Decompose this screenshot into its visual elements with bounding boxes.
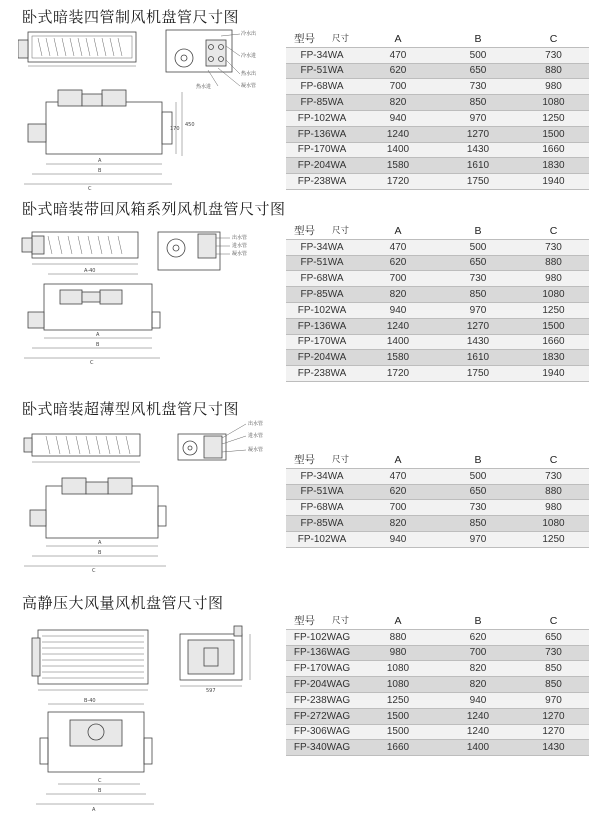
model-cell: FP-340WAG <box>293 742 351 754</box>
header-model: 型号 <box>294 453 315 466</box>
dimension-cell: 1750 <box>466 176 490 188</box>
dimension-cell: 1430 <box>466 336 490 348</box>
dim-label: 450 <box>185 122 195 128</box>
high-static-drawing <box>18 620 280 816</box>
model-cell: FP-51WA <box>300 65 344 77</box>
header-size: 尺寸 <box>332 615 350 625</box>
table-body <box>286 47 589 189</box>
dimension-cell: 1430 <box>466 144 490 156</box>
table-row <box>286 158 589 174</box>
model-cell: FP-51WA <box>300 257 344 269</box>
dimension-cell: 1250 <box>542 533 565 545</box>
dimension-cell: 1270 <box>542 710 565 722</box>
pipe-label: 凝水管 <box>232 251 248 257</box>
dim-label: B-40 <box>84 698 96 704</box>
table-row <box>286 677 589 693</box>
dimension-cell: 730 <box>469 81 487 93</box>
model-cell: FP-170WAG <box>293 663 351 675</box>
dim-label: B <box>98 168 102 174</box>
table-row <box>286 500 589 516</box>
model-cell: FP-85WA <box>300 289 344 301</box>
table-body <box>286 239 589 381</box>
dimension-cell: 1720 <box>386 176 410 188</box>
header-col-a: A <box>394 33 402 46</box>
pipe-label: 进水管 <box>248 433 264 439</box>
model-cell: FP-238WA <box>297 368 347 380</box>
table-header-row <box>286 453 589 468</box>
model-cell: FP-204WA <box>297 160 347 172</box>
pipe-label: 热水出 <box>241 71 257 77</box>
header-size: 尺寸 <box>332 454 350 464</box>
dimension-cell: 940 <box>389 112 407 124</box>
dimension-cell: 1500 <box>386 726 410 738</box>
model-cell: FP-204WA <box>297 352 347 364</box>
dimension-cell: 650 <box>469 65 487 77</box>
dimension-cell: 970 <box>469 533 487 545</box>
header-model: 型号 <box>294 32 315 45</box>
dim-label: A-40 <box>84 268 96 274</box>
dimension-cell: 1080 <box>542 97 565 109</box>
dimension-cell: 1580 <box>386 160 410 172</box>
model-cell: FP-136WA <box>297 128 347 140</box>
model-cell: FP-34WA <box>300 49 344 61</box>
table-row <box>286 255 589 271</box>
dimension-cell: 1080 <box>386 679 410 691</box>
dim-label: C <box>98 778 102 784</box>
dimension-cell: 970 <box>469 304 487 316</box>
dim-label: C <box>88 186 92 192</box>
dimension-cell: 730 <box>545 49 562 61</box>
dimension-table <box>286 453 589 548</box>
dimension-cell: 620 <box>389 65 407 77</box>
dimension-cell: 1500 <box>542 128 565 140</box>
dimension-table <box>286 614 589 756</box>
dimension-cell: 500 <box>469 241 487 253</box>
dimension-cell: 1240 <box>386 320 410 332</box>
table-row <box>286 366 589 382</box>
table-row <box>286 516 589 532</box>
dimension-cell: 1270 <box>466 128 490 140</box>
dimension-cell: 620 <box>389 486 407 498</box>
table-row <box>286 708 589 724</box>
dimension-cell: 1940 <box>542 176 565 188</box>
header-model-size <box>286 453 358 468</box>
dimension-cell: 1830 <box>542 160 565 172</box>
dimension-cell: 980 <box>545 81 562 93</box>
dimension-cell: 730 <box>545 470 562 482</box>
dimension-cell: 850 <box>469 97 487 109</box>
dimension-cell: 700 <box>389 81 407 93</box>
model-cell: FP-34WA <box>300 241 344 253</box>
dimension-cell: 1580 <box>386 352 410 364</box>
dimension-cell: 1660 <box>386 742 410 754</box>
dimension-cell: 1080 <box>386 663 410 675</box>
dimension-cell: 820 <box>469 663 487 675</box>
header-col-b: B <box>474 33 482 46</box>
dimension-cell: 650 <box>545 631 562 643</box>
dimension-cell: 1400 <box>386 144 410 156</box>
table-row <box>286 95 589 111</box>
model-cell: FP-204WAG <box>293 679 351 691</box>
dim-label: B <box>96 342 100 348</box>
return-box-drawing <box>18 226 280 376</box>
dimension-cell: 1500 <box>386 710 410 722</box>
ultra-thin-drawing <box>18 420 280 580</box>
dim-label: A <box>92 807 96 813</box>
dimension-cell: 730 <box>545 241 562 253</box>
dimension-cell: 730 <box>469 273 487 285</box>
dim-label: A <box>98 158 102 164</box>
dimension-cell: 850 <box>545 663 562 675</box>
dimension-cell: 980 <box>545 273 562 285</box>
dimension-cell: 1720 <box>386 368 410 380</box>
dimension-cell: 980 <box>389 647 407 659</box>
dimension-cell: 470 <box>389 49 407 61</box>
dimension-cell: 700 <box>389 273 407 285</box>
header-col-c: C <box>549 615 558 628</box>
dim-label: B <box>98 788 102 794</box>
dimension-cell: 650 <box>469 257 487 269</box>
dimension-cell: 850 <box>545 679 562 691</box>
table-row <box>286 271 589 287</box>
dimension-cell: 730 <box>469 502 487 514</box>
dimension-cell: 1400 <box>466 742 490 754</box>
pipe-label: 冷水出 <box>241 31 257 37</box>
header-col-b: B <box>474 615 482 628</box>
dimension-cell: 500 <box>469 49 487 61</box>
table-row <box>286 661 589 677</box>
dimension-cell: 620 <box>469 631 487 643</box>
section-title: 卧式暗装四管制风机盘管尺寸图 <box>22 8 240 26</box>
dim-label: A <box>98 540 102 546</box>
table-header-row <box>286 614 589 629</box>
header-col-c: C <box>549 454 558 467</box>
dimension-cell: 1240 <box>386 128 410 140</box>
table-row <box>286 318 589 334</box>
pipe-label: 冷水进 <box>241 53 257 59</box>
dimension-cell: 700 <box>389 502 407 514</box>
model-cell: FP-102WA <box>297 304 347 316</box>
header-model: 型号 <box>294 224 315 237</box>
table-row <box>286 142 589 158</box>
dimension-cell: 820 <box>389 97 407 109</box>
dimension-cell: 820 <box>469 679 487 691</box>
model-cell: FP-136WAG <box>293 647 351 659</box>
table-body <box>286 629 589 755</box>
dimension-cell: 850 <box>469 289 487 301</box>
dimension-cell: 1240 <box>466 710 490 722</box>
pipe-label: 出水管 <box>232 235 248 241</box>
model-cell: FP-85WA <box>300 97 344 109</box>
header-col-a: A <box>394 225 402 238</box>
table-row <box>286 334 589 350</box>
dimension-cell: 1660 <box>542 144 565 156</box>
model-cell: FP-34WA <box>300 470 344 482</box>
model-cell: FP-238WA <box>297 176 347 188</box>
dim-label: B <box>98 550 102 556</box>
table-body <box>286 468 589 547</box>
dimension-cell: 820 <box>389 289 407 301</box>
dimension-cell: 1660 <box>542 336 565 348</box>
table-row <box>286 629 589 645</box>
model-cell: FP-68WA <box>300 273 344 285</box>
table-row <box>286 174 589 190</box>
table-row <box>286 63 589 79</box>
dimension-cell: 620 <box>389 257 407 269</box>
header-model: 型号 <box>294 614 315 627</box>
table-row <box>286 47 589 63</box>
pipe-label: 凝水管 <box>248 447 264 453</box>
dimension-cell: 1610 <box>466 352 490 364</box>
dimension-cell: 820 <box>389 518 407 530</box>
table-header-row <box>286 224 589 239</box>
dimension-cell: 880 <box>545 486 562 498</box>
table-row <box>286 645 589 661</box>
model-cell: FP-68WA <box>300 81 344 93</box>
table-header-row <box>286 32 589 47</box>
dimension-cell: 880 <box>389 631 407 643</box>
pipe-label: 进水管 <box>232 243 248 249</box>
table-row <box>286 484 589 500</box>
dim-label: 170 <box>170 126 180 132</box>
dim-label: A <box>96 332 100 338</box>
header-model-size <box>286 32 358 47</box>
dimension-cell: 470 <box>389 241 407 253</box>
dimension-cell: 650 <box>469 486 487 498</box>
dimension-cell: 980 <box>545 502 562 514</box>
header-col-c: C <box>549 225 558 238</box>
dimension-cell: 1400 <box>386 336 410 348</box>
header-model-size <box>286 224 358 239</box>
header-model-size <box>286 614 358 629</box>
model-cell: FP-170WA <box>297 336 347 348</box>
dimension-cell: 700 <box>469 647 487 659</box>
model-cell: FP-68WA <box>300 502 344 514</box>
header-col-b: B <box>474 225 482 238</box>
header-col-a: A <box>394 454 402 467</box>
dim-label: C <box>90 360 94 366</box>
table-row <box>286 692 589 708</box>
header-col-a: A <box>394 615 402 628</box>
header-size: 尺寸 <box>332 225 350 235</box>
dim-label: 597 <box>206 688 216 694</box>
dimension-cell: 1240 <box>466 726 490 738</box>
dimension-cell: 1270 <box>466 320 490 332</box>
section-title: 卧式暗装带回风箱系列风机盘管尺寸图 <box>22 200 286 218</box>
header-size: 尺寸 <box>332 33 350 43</box>
table-row <box>286 239 589 255</box>
dimension-cell: 1250 <box>542 304 565 316</box>
section-title: 高静压大风量风机盘管尺寸图 <box>22 594 224 612</box>
dimension-cell: 940 <box>389 533 407 545</box>
model-cell: FP-170WA <box>297 144 347 156</box>
pipe-label: 出水管 <box>248 421 264 427</box>
dimension-cell: 940 <box>389 304 407 316</box>
dimension-cell: 940 <box>469 694 487 706</box>
model-cell: FP-51WA <box>300 486 344 498</box>
four-pipe-drawing <box>18 26 280 194</box>
dimension-cell: 730 <box>545 647 562 659</box>
dimension-cell: 1750 <box>466 368 490 380</box>
table-row <box>286 724 589 740</box>
dimension-cell: 1830 <box>542 352 565 364</box>
pipe-label: 热水进 <box>196 84 212 90</box>
pipe-label: 凝水管 <box>241 83 257 89</box>
dimension-cell: 850 <box>469 518 487 530</box>
table-row <box>286 531 589 547</box>
dimension-cell: 1610 <box>466 160 490 172</box>
dim-label: C <box>92 568 96 574</box>
dimension-cell: 470 <box>389 470 407 482</box>
dimension-table <box>286 224 589 382</box>
table-row <box>286 79 589 95</box>
dimension-cell: 1250 <box>386 694 410 706</box>
model-cell: FP-136WA <box>297 320 347 332</box>
dimension-cell: 1270 <box>542 726 565 738</box>
model-cell: FP-102WA <box>297 533 347 545</box>
table-row <box>286 740 589 756</box>
dimension-cell: 880 <box>545 257 562 269</box>
model-cell: FP-238WAG <box>293 694 351 706</box>
dimension-table <box>286 32 589 190</box>
table-row <box>286 302 589 318</box>
dimension-cell: 1080 <box>542 289 565 301</box>
model-cell: FP-102WA <box>297 112 347 124</box>
model-cell: FP-85WA <box>300 518 344 530</box>
table-row <box>286 350 589 366</box>
section-title: 卧式暗装超薄型风机盘管尺寸图 <box>22 400 240 418</box>
table-row <box>286 110 589 126</box>
header-col-b: B <box>474 454 482 467</box>
dimension-cell: 500 <box>469 470 487 482</box>
dimension-cell: 1250 <box>542 112 565 124</box>
dimension-cell: 1430 <box>542 742 565 754</box>
header-col-c: C <box>549 33 558 46</box>
model-cell: FP-272WAG <box>293 710 351 722</box>
dimension-cell: 1940 <box>542 368 565 380</box>
table-row <box>286 287 589 303</box>
dimension-cell: 880 <box>545 65 562 77</box>
dimension-cell: 970 <box>545 694 562 706</box>
table-row <box>286 126 589 142</box>
dimension-cell: 1500 <box>542 320 565 332</box>
model-cell: FP-306WAG <box>293 726 351 738</box>
model-cell: FP-102WAG <box>293 631 351 643</box>
dimension-cell: 1080 <box>542 518 565 530</box>
dimension-cell: 970 <box>469 112 487 124</box>
table-row <box>286 468 589 484</box>
